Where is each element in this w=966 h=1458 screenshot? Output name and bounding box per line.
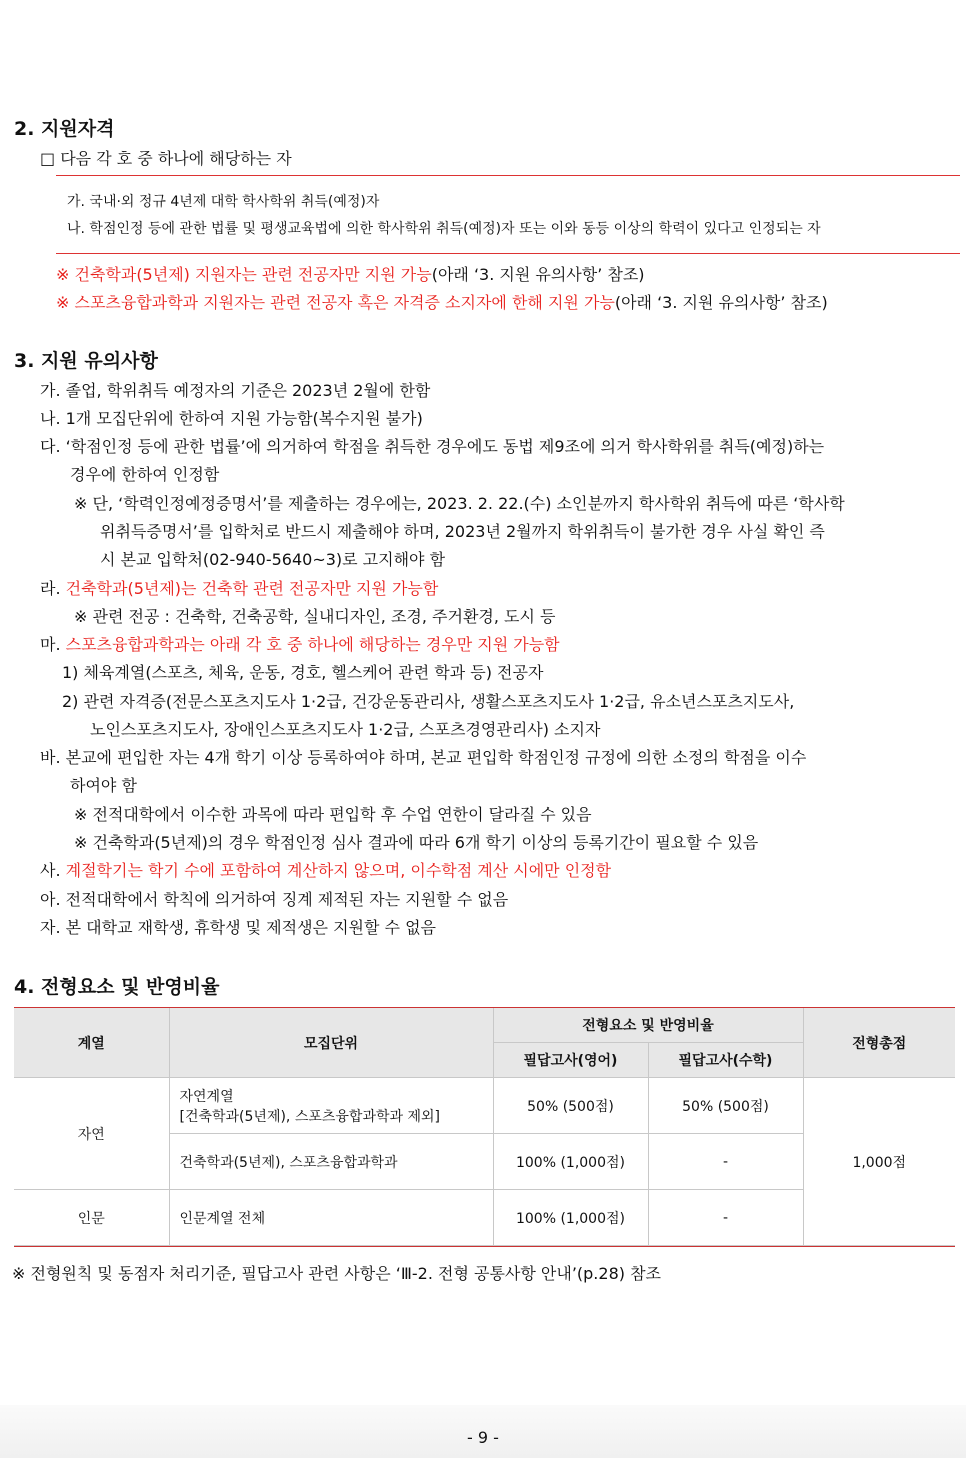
table-bottom-line (14, 1246, 955, 1247)
notice-ba-note1: ※ 전적대학에서 이수한 과목에 따라 편입학 후 수업 연한이 달라질 수 있음 (74, 805, 592, 824)
notice-ba-line1: 바. 본교에 편입한 자는 4개 학기 이상 등록하여야 하며, 본교 편입학 학점인정 규정에 의한 소정의 학점을 이수 (40, 748, 807, 767)
unit-nature-general-line2: [건축학과(5년제), 스포츠융합과학과 제외] (179, 1108, 440, 1125)
evaluation-table (14, 1008, 955, 1246)
note-architecture (56, 262, 645, 285)
note-architecture-ref: (아래 ‘3. 지원 유의사항’ 참조) (431, 265, 645, 284)
notice-ra-note: ※ 관련 전공 : 건축학, 건축공학, 실내디자인, 조경, 주거환경, 도시 등 (74, 607, 556, 626)
notice-ma-item2-line1: 2) 관련 자격증(전문스포츠지도사 1·2급, 건강운동관리사, 생활스포츠지도사 1·2급, 유소년스포츠지도사, (62, 692, 795, 711)
notice-ra-prefix: 라. (40, 579, 66, 598)
notice-ga: 가. 졸업, 학위취득 예정자의 기준은 2023년 2월에 한함 (40, 381, 431, 400)
notice-sa (40, 858, 611, 881)
unit-humanities: 인문계열 전체 (169, 1190, 493, 1246)
notice-sa-prefix: 사. (40, 861, 66, 880)
note-sports-red: ※ 스포츠융합과학과 지원자는 관련 전공자 혹은 자격증 소지자에 한해 지원 가능 (56, 293, 615, 312)
notice-ma-item1: 1) 체육계열(스포츠, 체육, 운동, 경호, 헬스케어 관련 학과 등) 전공자 (62, 663, 544, 682)
note-architecture-red: ※ 건축학과(5년제) 지원자는 관련 전공자만 지원 가능 (56, 265, 432, 284)
notice-ba-note2: ※ 건축학과(5년제)의 경우 학점인정 심사 결과에 따라 6개 학기 이상의 등록기간이 필요할 수 있음 (74, 833, 759, 852)
notice-a: 아. 전적대학에서 학칙에 의거하여 징계 제적된 자는 지원할 수 없음 (40, 890, 509, 909)
header-total: 전형총점 (803, 1008, 955, 1078)
notice-ja: 자. 본 대학교 재학생, 휴학생 및 제적생은 지원할 수 없음 (40, 918, 436, 937)
unit-nature-general-line1: 자연계열 (179, 1088, 234, 1105)
nature-general-math: 50% (500점) (648, 1078, 803, 1134)
notice-da-note-line2: 위취득증명서’를 입학처로 반드시 제출해야 하며, 2023년 2월까지 학위취득이 불가한 경우 사실 확인 즉 (100, 522, 825, 541)
note-sports-ref: (아래 ‘3. 지원 유의사항’ 참조) (614, 293, 828, 312)
section-3-title: 3. 지원 유의사항 (14, 350, 158, 372)
notice-ma (40, 632, 560, 655)
section-2-title: 2. 지원자격 (14, 118, 115, 140)
note-sports (56, 290, 828, 313)
notice-da-line2: 경우에 한하여 인정함 (70, 465, 220, 484)
nature-special-math: - (648, 1134, 803, 1190)
notice-na: 나. 1개 모집단위에 한하여 지원 가능함(복수지원 불가) (40, 409, 423, 428)
divider-top (56, 175, 960, 176)
field-humanities: 인문 (14, 1190, 169, 1246)
divider-bottom (56, 253, 960, 254)
field-nature: 자연 (14, 1078, 169, 1190)
notice-ma-text: 스포츠융합과학과는 아래 각 호 중 하나에 해당하는 경우만 지원 가능함 (65, 635, 560, 654)
unit-nature-special: 건축학과(5년제), 스포츠융합과학과 (169, 1134, 493, 1190)
notice-da-line1: 다. ‘학점인정 등에 관한 법률’에 의거하여 학점을 취득한 경우에도 동법 제9조에 의거 학사학위를 취득(예정)하는 (40, 437, 825, 456)
humanities-math: - (648, 1190, 803, 1246)
header-elements: 전형요소 및 반영비율 (493, 1008, 803, 1043)
notice-da-note-line3: 시 본교 입학처(02-940-5640~3)로 고지해야 함 (100, 550, 446, 569)
section-2-intro: □ 다음 각 호 중 하나에 해당하는 자 (40, 149, 292, 168)
page-number: - 9 - (467, 1428, 499, 1447)
notice-da-note-line1: ※ 단, ‘학력인정예정증명서’를 제출하는 경우에는, 2023. 2. 22.(수) 소인분까지 학사학위 취득에 따른 ‘학사학 (74, 494, 845, 513)
header-field: 계열 (14, 1008, 169, 1078)
notice-sa-text: 계절학기는 학기 수에 포함하여 계산하지 않으며, 이수학점 계산 시에만 인정함 (65, 861, 612, 880)
notice-ma-item2-line2: 노인스포츠지도사, 장애인스포츠지도사 1·2급, 스포츠경영관리사) 소지자 (90, 720, 601, 739)
total-score: 1,000점 (803, 1078, 955, 1246)
header-unit: 모집단위 (169, 1008, 493, 1078)
header-math: 필답고사(수학) (648, 1043, 803, 1078)
humanities-english: 100% (1,000점) (493, 1190, 648, 1246)
nature-general-english: 50% (500점) (493, 1078, 648, 1134)
notice-ma-prefix: 마. (40, 635, 66, 654)
qualification-item-na: 나. 학점인정 등에 관한 법률 및 평생교육법에 의한 학사학위 취득(예정)자 또는 이와 동등 이상의 학력이 있다고 인정되는 자 (67, 221, 821, 237)
notice-ra (40, 576, 438, 599)
table-footnote: ※ 전형원칙 및 동점자 처리기준, 필답고사 관련 사항은 ‘Ⅲ-2. 전형 공통사항 안내’(p.28) 참조 (12, 1264, 661, 1283)
notice-ba-line2: 하여야 함 (70, 776, 137, 795)
qualification-item-ga: 가. 국내·외 정규 4년제 대학 학사학위 취득(예정)자 (67, 194, 380, 210)
notice-ra-text: 건축학과(5년제)는 건축학 관련 전공자만 지원 가능함 (65, 579, 439, 598)
section-4-title: 4. 전형요소 및 반영비율 (14, 976, 220, 998)
nature-special-english: 100% (1,000점) (493, 1134, 648, 1190)
unit-nature-general (169, 1078, 493, 1134)
header-english: 필답고사(영어) (493, 1043, 648, 1078)
